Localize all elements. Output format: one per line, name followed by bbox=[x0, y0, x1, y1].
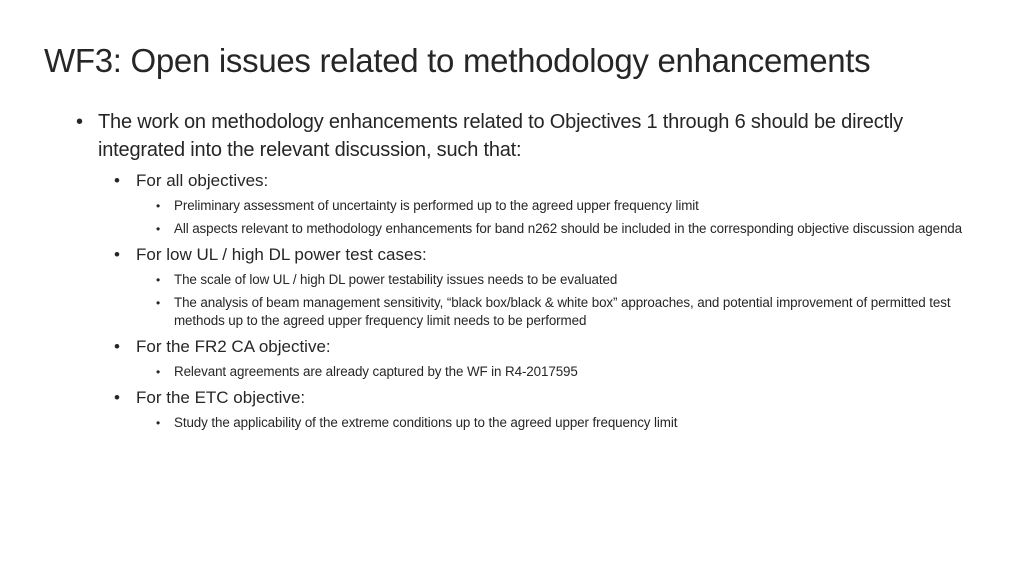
bullet-icon: • bbox=[76, 111, 83, 133]
main-bullet-text: The work on methodology enhancements related to Objectives 1 through 6 should be directly integrated into the relevant discussion, such that: bbox=[98, 111, 903, 161]
sub-bullet bbox=[156, 220, 976, 238]
bullet-icon: • bbox=[156, 296, 161, 310]
sub-bullet-text: Study the applicability of the extreme conditions up to the agreed upper frequency limit bbox=[174, 415, 678, 430]
bullet-icon: • bbox=[114, 171, 120, 190]
bullet-icon: • bbox=[114, 337, 120, 356]
section-heading-text: For all objectives: bbox=[136, 171, 269, 190]
sub-bullet bbox=[156, 294, 976, 330]
section-heading-all-objectives bbox=[114, 170, 976, 192]
section-heading-text: For the ETC objective: bbox=[136, 388, 306, 407]
bullet-icon: • bbox=[156, 416, 161, 430]
slide-title: WF3: Open issues related to methodology enhancements bbox=[44, 42, 871, 79]
sub-bullet-text: Preliminary assessment of uncertainty is performed up to the agreed upper frequency limit bbox=[174, 198, 699, 213]
sub-bullet-text: All aspects relevant to methodology enhancements for band n262 should be included in the corresponding objective discussion agenda bbox=[174, 221, 962, 236]
slide-content bbox=[76, 108, 976, 432]
section-heading-text: For low UL / high DL power test cases: bbox=[136, 245, 427, 264]
sub-bullet bbox=[156, 271, 976, 289]
section-heading-low-ul-high-dl bbox=[114, 244, 976, 266]
section-heading-text: For the FR2 CA objective: bbox=[136, 337, 331, 356]
bullet-icon: • bbox=[156, 273, 161, 287]
sub-bullet-text: The scale of low UL / high DL power testability issues needs to be evaluated bbox=[174, 272, 618, 287]
section-heading-etc bbox=[114, 387, 976, 409]
sub-bullet-text: The analysis of beam management sensitivity, “black box/black & white box” approaches, and potential improvement of permitted test methods up to the agreed upper frequency limit needs to be performed bbox=[174, 295, 951, 328]
bullet-icon: • bbox=[156, 222, 161, 236]
sub-bullet-text: Relevant agreements are already captured by the WF in R4-2017595 bbox=[174, 364, 578, 379]
bullet-icon: • bbox=[156, 199, 161, 213]
bullet-icon: • bbox=[156, 365, 161, 379]
section-heading-fr2-ca bbox=[114, 336, 976, 358]
bullet-icon: • bbox=[114, 245, 120, 264]
sub-bullet bbox=[156, 363, 976, 381]
bullet-icon: • bbox=[114, 388, 120, 407]
main-bullet bbox=[76, 108, 976, 164]
sub-bullet bbox=[156, 414, 976, 432]
sub-bullet bbox=[156, 197, 976, 215]
